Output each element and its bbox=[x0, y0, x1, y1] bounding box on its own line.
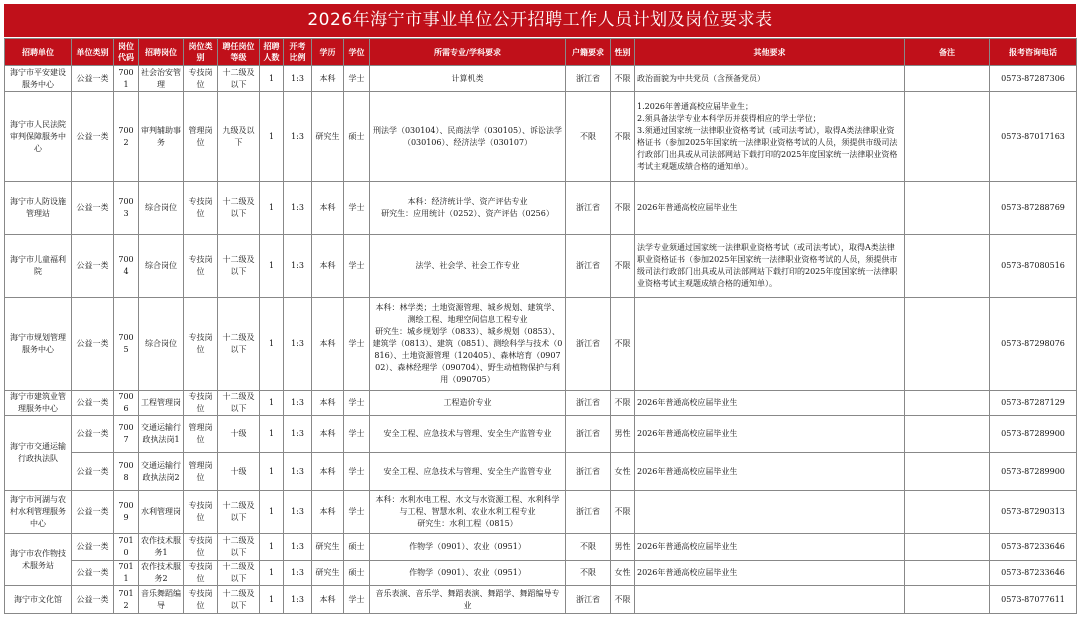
hukou-cell: 浙江省 bbox=[566, 586, 611, 614]
position-cell: 交通运输行政执法岗2 bbox=[139, 453, 184, 491]
phone-cell: 0573-87287306 bbox=[990, 66, 1077, 92]
education-cell: 本科 bbox=[312, 391, 344, 416]
other-cell: 2026年普通高校应届毕业生 bbox=[635, 561, 905, 586]
degree-cell: 学士 bbox=[344, 235, 370, 298]
grade-cell: 十二级及以下 bbox=[218, 182, 260, 235]
gender-cell: 不限 bbox=[611, 491, 635, 534]
phone-cell: 0573-87017163 bbox=[990, 92, 1077, 182]
table-row bbox=[5, 235, 1077, 298]
ratio-cell: 1:3 bbox=[284, 534, 312, 561]
header-ratio: 开考比例 bbox=[284, 39, 312, 66]
degree-cell: 学士 bbox=[344, 391, 370, 416]
category-cell: 公益一类 bbox=[72, 182, 114, 235]
gender-cell: 男性 bbox=[611, 534, 635, 561]
other-cell: 1.2026年普通高校应届毕业生； 2.须具备法学专业本科学历并获得相应的学士学位； 3.须通过国家统一法律职业资格考试（或司法考试），取得A类法律职业资格证书（参加2025年国家统一法律职业资格考试的人员，须提供市级司法行政部门出具或从司法部网站下载打印的2025年度国家统一法律职业资格考试主观题成绩合格的通知单）。 bbox=[635, 92, 905, 182]
count-cell: 1 bbox=[260, 235, 284, 298]
hukou-cell: 浙江省 bbox=[566, 182, 611, 235]
header-note: 备注 bbox=[905, 39, 990, 66]
post-type-cell: 专技岗位 bbox=[184, 586, 218, 614]
hukou-cell: 不限 bbox=[566, 534, 611, 561]
ratio-cell: 1:3 bbox=[284, 66, 312, 92]
gender-cell: 女性 bbox=[611, 561, 635, 586]
phone-cell: 0573-87287129 bbox=[990, 391, 1077, 416]
position-cell: 综合岗位 bbox=[139, 182, 184, 235]
major-cell: 工程造价专业 bbox=[370, 391, 566, 416]
hukou-cell: 浙江省 bbox=[566, 235, 611, 298]
phone-cell: 0573-87289900 bbox=[990, 453, 1077, 491]
other-cell bbox=[635, 298, 905, 391]
header-phone: 报考咨询电话 bbox=[990, 39, 1077, 66]
hukou-cell: 浙江省 bbox=[566, 391, 611, 416]
degree-cell: 硕士 bbox=[344, 534, 370, 561]
count-cell: 1 bbox=[260, 66, 284, 92]
phone-cell: 0573-87080516 bbox=[990, 235, 1077, 298]
education-cell: 本科 bbox=[312, 491, 344, 534]
post-type-cell: 管理岗位 bbox=[184, 453, 218, 491]
header-gender: 性别 bbox=[611, 39, 635, 66]
count-cell: 1 bbox=[260, 391, 284, 416]
gender-cell: 不限 bbox=[611, 66, 635, 92]
code-cell: 7009 bbox=[114, 491, 139, 534]
header-post-type: 岗位类别 bbox=[184, 39, 218, 66]
note-cell bbox=[905, 298, 990, 391]
education-cell: 本科 bbox=[312, 182, 344, 235]
page-title: 2026年海宁市事业单位公开招聘工作人员计划及岗位要求表 bbox=[4, 4, 1076, 37]
header-degree: 学位 bbox=[344, 39, 370, 66]
count-cell: 1 bbox=[260, 92, 284, 182]
note-cell bbox=[905, 491, 990, 534]
grade-cell: 十二级及以下 bbox=[218, 534, 260, 561]
post-type-cell: 专技岗位 bbox=[184, 298, 218, 391]
grade-cell: 十二级及以下 bbox=[218, 561, 260, 586]
education-cell: 研究生 bbox=[312, 534, 344, 561]
other-cell: 2026年普通高校应届毕业生 bbox=[635, 534, 905, 561]
education-cell: 本科 bbox=[312, 453, 344, 491]
unit-cell: 海宁市平安建设服务中心 bbox=[5, 66, 72, 92]
recruitment-table bbox=[4, 38, 1077, 614]
degree-cell: 学士 bbox=[344, 453, 370, 491]
major-cell: 安全工程、应急技术与管理、安全生产监管专业 bbox=[370, 416, 566, 453]
post-type-cell: 专技岗位 bbox=[184, 391, 218, 416]
code-cell: 7005 bbox=[114, 298, 139, 391]
grade-cell: 十二级及以下 bbox=[218, 586, 260, 614]
gender-cell: 不限 bbox=[611, 586, 635, 614]
phone-cell: 0573-87233646 bbox=[990, 534, 1077, 561]
count-cell: 1 bbox=[260, 491, 284, 534]
note-cell bbox=[905, 92, 990, 182]
note-cell bbox=[905, 235, 990, 298]
ratio-cell: 1:3 bbox=[284, 561, 312, 586]
degree-cell: 学士 bbox=[344, 586, 370, 614]
note-cell bbox=[905, 534, 990, 561]
phone-cell: 0573-87298076 bbox=[990, 298, 1077, 391]
note-cell bbox=[905, 182, 990, 235]
note-cell bbox=[905, 416, 990, 453]
other-cell bbox=[635, 491, 905, 534]
category-cell: 公益一类 bbox=[72, 416, 114, 453]
count-cell: 1 bbox=[260, 586, 284, 614]
other-cell bbox=[635, 586, 905, 614]
major-cell: 安全工程、应急技术与管理、安全生产监管专业 bbox=[370, 453, 566, 491]
degree-cell: 学士 bbox=[344, 416, 370, 453]
grade-cell: 十级 bbox=[218, 416, 260, 453]
category-cell: 公益一类 bbox=[72, 534, 114, 561]
education-cell: 本科 bbox=[312, 66, 344, 92]
note-cell bbox=[905, 561, 990, 586]
post-type-cell: 专技岗位 bbox=[184, 491, 218, 534]
post-type-cell: 专技岗位 bbox=[184, 534, 218, 561]
other-cell: 政治面貌为中共党员（含预备党员） bbox=[635, 66, 905, 92]
count-cell: 1 bbox=[260, 182, 284, 235]
grade-cell: 十二级及以下 bbox=[218, 298, 260, 391]
grade-cell: 九级及以下 bbox=[218, 92, 260, 182]
post-type-cell: 专技岗位 bbox=[184, 561, 218, 586]
position-cell: 交通运输行政执法岗1 bbox=[139, 416, 184, 453]
category-cell: 公益一类 bbox=[72, 92, 114, 182]
position-cell: 综合岗位 bbox=[139, 298, 184, 391]
category-cell: 公益一类 bbox=[72, 453, 114, 491]
note-cell bbox=[905, 391, 990, 416]
degree-cell: 学士 bbox=[344, 66, 370, 92]
gender-cell: 不限 bbox=[611, 235, 635, 298]
major-cell: 作物学（0901）、农业（0951） bbox=[370, 561, 566, 586]
header-major: 所需专业/学科要求 bbox=[370, 39, 566, 66]
gender-cell: 不限 bbox=[611, 298, 635, 391]
header-count: 招聘人数 bbox=[260, 39, 284, 66]
table-row bbox=[5, 298, 1077, 391]
other-cell: 法学专业须通过国家统一法律职业资格考试（或司法考试），取得A类法律职业资格证书（参加2025年国家统一法律职业资格考试的人员，须提供市级司法行政部门出具或从司法部网站下载打印的2025年度国家统一法律职业资格考试主观题成绩合格的通知单）。 bbox=[635, 235, 905, 298]
header-unit: 招聘单位 bbox=[5, 39, 72, 66]
position-cell: 综合岗位 bbox=[139, 235, 184, 298]
hukou-cell: 浙江省 bbox=[566, 491, 611, 534]
ratio-cell: 1:3 bbox=[284, 453, 312, 491]
code-cell: 7003 bbox=[114, 182, 139, 235]
position-cell: 审判辅助事务 bbox=[139, 92, 184, 182]
header-education: 学历 bbox=[312, 39, 344, 66]
header-other: 其他要求 bbox=[635, 39, 905, 66]
post-type-cell: 专技岗位 bbox=[184, 66, 218, 92]
code-cell: 7006 bbox=[114, 391, 139, 416]
note-cell bbox=[905, 66, 990, 92]
code-cell: 7008 bbox=[114, 453, 139, 491]
code-cell: 7010 bbox=[114, 534, 139, 561]
category-cell: 公益一类 bbox=[72, 298, 114, 391]
major-cell: 作物学（0901）、农业（0951） bbox=[370, 534, 566, 561]
code-cell: 7001 bbox=[114, 66, 139, 92]
ratio-cell: 1:3 bbox=[284, 92, 312, 182]
header-hukou: 户籍要求 bbox=[566, 39, 611, 66]
major-cell: 本科：林学类；土地资源管理、城乡规划、建筑学、测绘工程、地理空间信息工程专业 研究生：城乡规划学（0833）、城乡规划（0853）、建筑学（0813）、建筑（0851）、测绘科学与技术（0816）、土地资源管理（120405）、森林培育（090702）、森林经理学（090704）、野生动植物保护与利用（090705） bbox=[370, 298, 566, 391]
count-cell: 1 bbox=[260, 453, 284, 491]
unit-cell: 海宁市人防设施管理站 bbox=[5, 182, 72, 235]
gender-cell: 女性 bbox=[611, 453, 635, 491]
note-cell bbox=[905, 453, 990, 491]
header-category: 单位类别 bbox=[72, 39, 114, 66]
ratio-cell: 1:3 bbox=[284, 298, 312, 391]
grade-cell: 十二级及以下 bbox=[218, 66, 260, 92]
major-cell: 法学、社会学、社会工作专业 bbox=[370, 235, 566, 298]
position-cell: 农作技术服务1 bbox=[139, 534, 184, 561]
major-cell: 计算机类 bbox=[370, 66, 566, 92]
ratio-cell: 1:3 bbox=[284, 491, 312, 534]
degree-cell: 硕士 bbox=[344, 92, 370, 182]
unit-cell: 海宁市文化馆 bbox=[5, 586, 72, 614]
unit-cell: 海宁市儿童福利院 bbox=[5, 235, 72, 298]
header-code: 岗位代码 bbox=[114, 39, 139, 66]
code-cell: 7007 bbox=[114, 416, 139, 453]
category-cell: 公益一类 bbox=[72, 561, 114, 586]
unit-cell: 海宁市人民法院审判保障服务中心 bbox=[5, 92, 72, 182]
major-cell: 本科：经济统计学、资产评估专业 研究生：应用统计（0252）、资产评估（0256） bbox=[370, 182, 566, 235]
hukou-cell: 浙江省 bbox=[566, 298, 611, 391]
unit-cell: 海宁市河湖与农村水利管理服务中心 bbox=[5, 491, 72, 534]
header-grade: 聘任岗位等级 bbox=[218, 39, 260, 66]
hukou-cell: 浙江省 bbox=[566, 453, 611, 491]
count-cell: 1 bbox=[260, 416, 284, 453]
position-cell: 水利管理岗 bbox=[139, 491, 184, 534]
major-cell: 刑法学（030104）、民商法学（030105）、诉讼法学（030106）、经济法学（030107） bbox=[370, 92, 566, 182]
gender-cell: 不限 bbox=[611, 391, 635, 416]
degree-cell: 学士 bbox=[344, 298, 370, 391]
degree-cell: 学士 bbox=[344, 182, 370, 235]
post-type-cell: 管理岗位 bbox=[184, 92, 218, 182]
major-cell: 音乐表演、音乐学、舞蹈表演、舞蹈学、舞蹈编导专业 bbox=[370, 586, 566, 614]
other-cell: 2026年普通高校应届毕业生 bbox=[635, 182, 905, 235]
table-row bbox=[5, 586, 1077, 614]
education-cell: 本科 bbox=[312, 235, 344, 298]
code-cell: 7011 bbox=[114, 561, 139, 586]
count-cell: 1 bbox=[260, 561, 284, 586]
category-cell: 公益一类 bbox=[72, 391, 114, 416]
phone-cell: 0573-87233646 bbox=[990, 561, 1077, 586]
phone-cell: 0573-87077611 bbox=[990, 586, 1077, 614]
education-cell: 研究生 bbox=[312, 92, 344, 182]
code-cell: 7002 bbox=[114, 92, 139, 182]
hukou-cell: 不限 bbox=[566, 561, 611, 586]
hukou-cell: 浙江省 bbox=[566, 66, 611, 92]
unit-cell: 海宁市规划管理服务中心 bbox=[5, 298, 72, 391]
grade-cell: 十二级及以下 bbox=[218, 391, 260, 416]
table-row bbox=[5, 561, 1077, 586]
ratio-cell: 1:3 bbox=[284, 235, 312, 298]
code-cell: 7004 bbox=[114, 235, 139, 298]
header-row bbox=[5, 39, 1077, 66]
other-cell: 2026年普通高校应届毕业生 bbox=[635, 453, 905, 491]
hukou-cell: 浙江省 bbox=[566, 416, 611, 453]
table-row bbox=[5, 66, 1077, 92]
post-type-cell: 专技岗位 bbox=[184, 182, 218, 235]
category-cell: 公益一类 bbox=[72, 235, 114, 298]
table-row bbox=[5, 182, 1077, 235]
post-type-cell: 专技岗位 bbox=[184, 235, 218, 298]
unit-cell: 海宁市农作物技术服务站 bbox=[5, 534, 72, 586]
phone-cell: 0573-87290313 bbox=[990, 491, 1077, 534]
hukou-cell: 不限 bbox=[566, 92, 611, 182]
gender-cell: 不限 bbox=[611, 92, 635, 182]
category-cell: 公益一类 bbox=[72, 66, 114, 92]
ratio-cell: 1:3 bbox=[284, 586, 312, 614]
unit-cell: 海宁市建筑业管理服务中心 bbox=[5, 391, 72, 416]
post-type-cell: 管理岗位 bbox=[184, 416, 218, 453]
ratio-cell: 1:3 bbox=[284, 416, 312, 453]
education-cell: 研究生 bbox=[312, 561, 344, 586]
other-cell: 2026年普通高校应届毕业生 bbox=[635, 416, 905, 453]
education-cell: 本科 bbox=[312, 298, 344, 391]
count-cell: 1 bbox=[260, 298, 284, 391]
position-cell: 音乐舞蹈编导 bbox=[139, 586, 184, 614]
code-cell: 7012 bbox=[114, 586, 139, 614]
phone-cell: 0573-87289900 bbox=[990, 416, 1077, 453]
table-row bbox=[5, 391, 1077, 416]
phone-cell: 0573-87288769 bbox=[990, 182, 1077, 235]
note-cell bbox=[905, 586, 990, 614]
grade-cell: 十级 bbox=[218, 453, 260, 491]
grade-cell: 十二级及以下 bbox=[218, 491, 260, 534]
other-cell: 2026年普通高校应届毕业生 bbox=[635, 391, 905, 416]
table-row bbox=[5, 453, 1077, 491]
education-cell: 本科 bbox=[312, 416, 344, 453]
table-row bbox=[5, 534, 1077, 561]
position-cell: 农作技术服务2 bbox=[139, 561, 184, 586]
gender-cell: 男性 bbox=[611, 416, 635, 453]
education-cell: 本科 bbox=[312, 586, 344, 614]
category-cell: 公益一类 bbox=[72, 586, 114, 614]
unit-cell: 海宁市交通运输行政执法队 bbox=[5, 416, 72, 491]
degree-cell: 硕士 bbox=[344, 561, 370, 586]
ratio-cell: 1:3 bbox=[284, 182, 312, 235]
gender-cell: 不限 bbox=[611, 182, 635, 235]
position-cell: 社会治安管理 bbox=[139, 66, 184, 92]
table-row bbox=[5, 416, 1077, 453]
table-row bbox=[5, 491, 1077, 534]
major-cell: 本科：水利水电工程、水文与水资源工程、水利科学与工程、智慧水利、农业水利工程专业 研究生：水利工程（0815） bbox=[370, 491, 566, 534]
count-cell: 1 bbox=[260, 534, 284, 561]
ratio-cell: 1:3 bbox=[284, 391, 312, 416]
degree-cell: 学士 bbox=[344, 491, 370, 534]
category-cell: 公益一类 bbox=[72, 491, 114, 534]
position-cell: 工程管理岗 bbox=[139, 391, 184, 416]
grade-cell: 十二级及以下 bbox=[218, 235, 260, 298]
table-row bbox=[5, 92, 1077, 182]
header-position: 招聘岗位 bbox=[139, 39, 184, 66]
